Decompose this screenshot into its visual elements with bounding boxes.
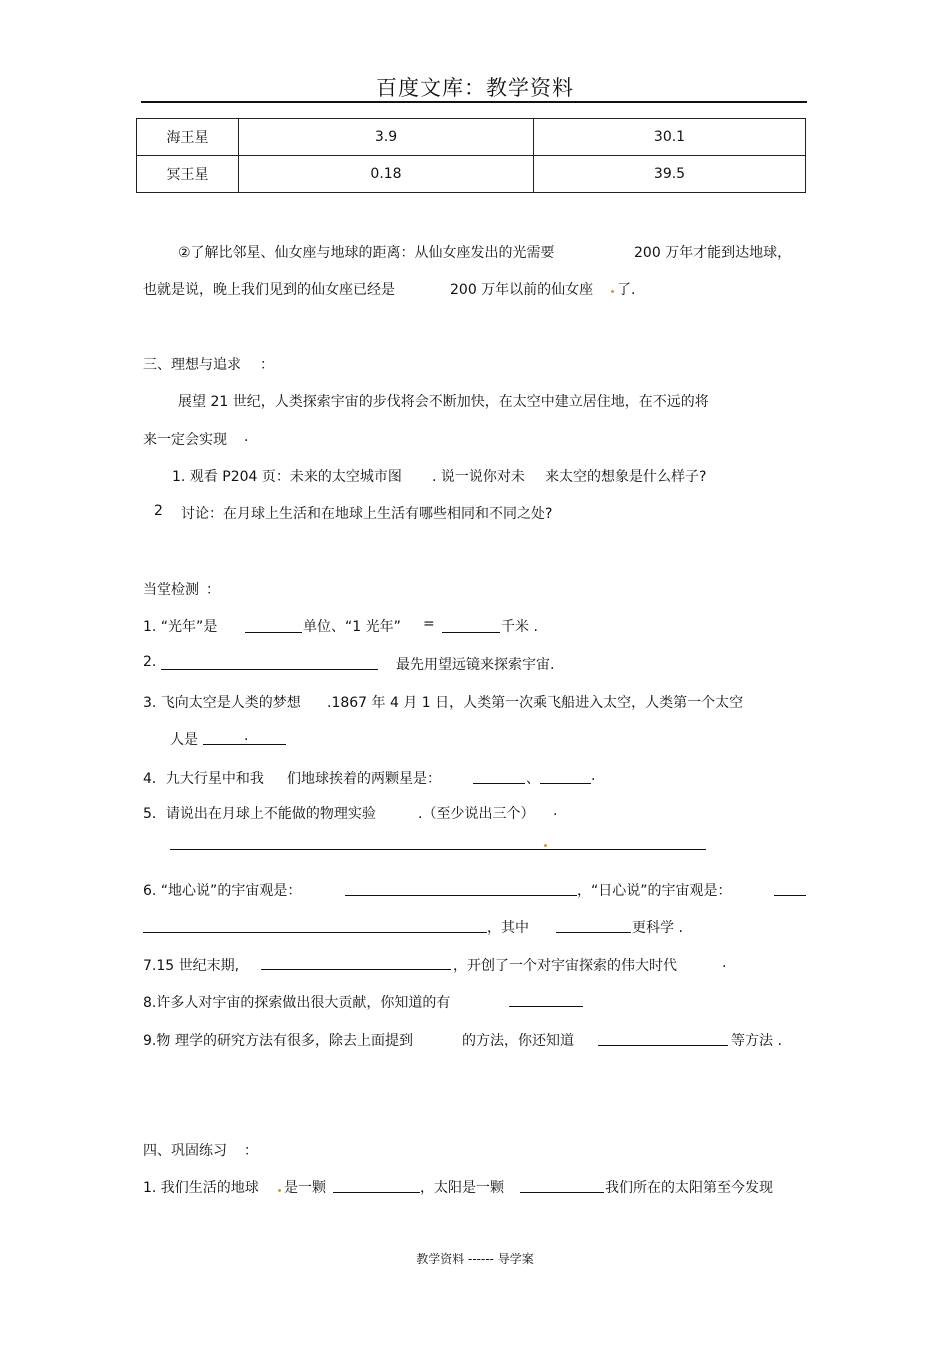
distance-text: 200 万年以前的仙女座 (450, 282, 594, 298)
page-title: 百度文库：教学资料 (376, 76, 574, 100)
quiz-q6: ，其中 (487, 920, 529, 936)
answer-blank[interactable] (540, 783, 591, 784)
answer-blank[interactable] (556, 932, 631, 933)
list-item: 讨论：在月球上生活和在地球上生活有哪些相同和不同之处? (181, 506, 553, 522)
distance-text: 200 万年才能到达地球， (634, 245, 792, 261)
quiz-q9: 等方法 . (731, 1033, 782, 1049)
table-cell: 海王星 (137, 119, 239, 156)
distance-text: 也就是说，晚上我们见到的仙女座已经是 (143, 282, 395, 298)
list-item: . 说一说你对未 (432, 469, 525, 485)
speck-mark (278, 1189, 281, 1192)
distance-text: 了. (617, 282, 636, 298)
quiz-q9: 9.物 (143, 1033, 171, 1049)
page-footer: 教学资料 ------ 导学案 (416, 1252, 534, 1266)
quiz-q5: 5．请说出在月球上不能做的物理实验 (143, 806, 376, 822)
answer-blank[interactable] (170, 849, 706, 850)
quiz-q6: 6. “地心说”的宇宙观是： (143, 883, 302, 899)
paragraph-text: . (244, 429, 249, 445)
quiz-q5: .（至少说出三个） (418, 806, 535, 822)
answer-blank[interactable] (598, 1045, 728, 1046)
exercise-q1: 是一颗 (284, 1180, 326, 1196)
quiz-q1: 单位、“1 光年” (303, 619, 401, 635)
answer-blank[interactable] (473, 783, 525, 784)
section-heading: 四、巩固练习 (143, 1143, 227, 1159)
answer-blank[interactable] (203, 744, 286, 745)
quiz-q7: 7.15 世纪末期, (143, 958, 240, 974)
answer-blank[interactable] (143, 932, 487, 933)
quiz-q6: ，“日心说”的宇宙观是： (577, 883, 732, 899)
paragraph-text: 展望 21 世纪，人类探索宇宙的步伐将会不断加快，在太空中建立居住地，在不远的将 (178, 394, 709, 410)
quiz-q7: . (722, 955, 727, 971)
speck-mark (611, 290, 614, 293)
section-heading-colon: ： (244, 1143, 258, 1159)
answer-blank[interactable] (509, 1006, 583, 1007)
quiz-q3: 3. 飞向太空是人类的梦想 (143, 695, 301, 711)
section-heading: 当堂检测 (143, 582, 199, 598)
exercise-q1: 1. 我们生活的地球 (143, 1180, 259, 1196)
quiz-q7: ，开创了一个对宇宙探索的伟大时代 (453, 958, 677, 974)
answer-blank[interactable] (261, 969, 451, 970)
quiz-q3: 人是 (170, 732, 198, 748)
distance-text: ②了解比邻星、仙女座与地球的距离：从仙女座发出的光需要 (178, 245, 555, 261)
list-item: 来太空的想象是什么样子? (545, 469, 707, 485)
quiz-q4: . (591, 768, 596, 784)
answer-blank[interactable] (333, 1192, 420, 1193)
answer-blank[interactable] (774, 895, 806, 896)
answer-blank[interactable] (442, 632, 500, 633)
table-cell: 0.18 (239, 156, 534, 193)
section-heading: 三、理想与追求 (143, 357, 241, 373)
quiz-q1: 千米 . (501, 619, 538, 635)
list-item-number: 2 (154, 503, 163, 519)
header-rule (141, 101, 807, 103)
table-cell: 3.9 (239, 119, 534, 156)
answer-blank[interactable] (245, 632, 302, 633)
table-row (137, 156, 806, 193)
planet-table (136, 118, 806, 193)
table-cell: 30.1 (534, 119, 806, 156)
paragraph-text: 来一定会实现 (143, 432, 227, 448)
section-heading-colon: ： (206, 582, 220, 598)
quiz-q4: 、 (526, 771, 540, 787)
list-item: 1. 观看 P204 页：未来的太空城市图 (172, 469, 402, 485)
quiz-q3: . (244, 728, 249, 744)
answer-blank[interactable] (520, 1192, 604, 1193)
quiz-q9: 理学的研究方法有很多，除去上面提到 (175, 1033, 413, 1049)
quiz-q4: 4．九大行星中和我 (143, 771, 264, 787)
quiz-q1: 1. “光年”是 (143, 619, 218, 635)
table-row (137, 119, 806, 156)
quiz-q2: 2. (143, 654, 157, 670)
exercise-q1: 我们所在的太阳第至今发现 (605, 1180, 773, 1196)
quiz-q4: 们地球挨着的两颗星是： (287, 771, 441, 787)
table-cell: 39.5 (534, 156, 806, 193)
table-cell: 冥王星 (137, 156, 239, 193)
answer-blank[interactable] (161, 669, 378, 670)
quiz-q8: 8.许多人对宇宙的探索做出很大贡献，你知道的有 (143, 995, 451, 1011)
quiz-q3: .1867 年 4 月 1 日，人类第一次乘飞船进入太空，人类第一个太空 (327, 695, 744, 711)
quiz-q9: 的方法，你还知道 (462, 1033, 574, 1049)
exercise-q1: ，太阳是一颗 (420, 1180, 504, 1196)
quiz-q2: 最先用望远镜来探索宇宙. (396, 657, 555, 673)
section-heading-colon: ： (260, 357, 274, 373)
quiz-q5: . (553, 803, 558, 819)
answer-blank[interactable] (345, 895, 577, 896)
quiz-q1: = (423, 616, 435, 632)
quiz-q6: 更科学 . (632, 920, 683, 936)
speck-mark (544, 844, 547, 847)
